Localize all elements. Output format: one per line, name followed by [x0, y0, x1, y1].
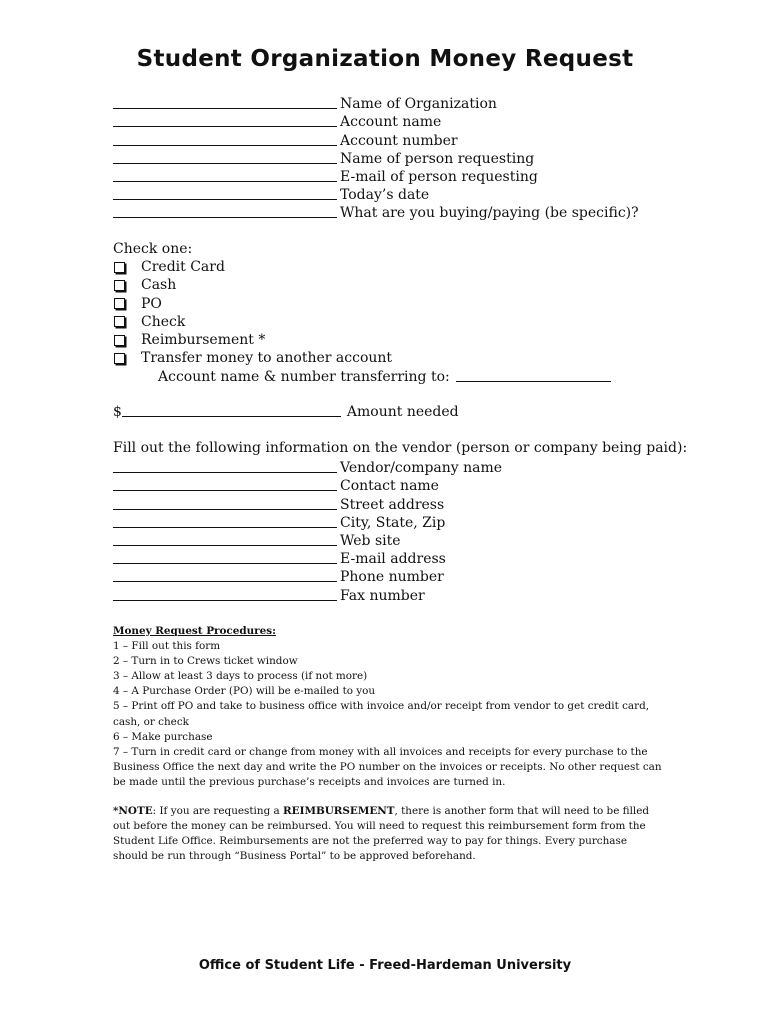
procedure-step: 7 – Turn in credit card or change from money with all invoices and receipts for every purchase to the Business Office the next day and write the PO number on the invoices or receipts. No other request can be made until the previous purchase’s receipts and invoices are turned in. [113, 745, 662, 788]
blank-line[interactable] [113, 163, 337, 164]
field-label: Account name [340, 114, 442, 131]
checkbox-icon[interactable] [114, 335, 125, 346]
field-label: Street address [340, 496, 445, 513]
procedures-section [113, 624, 663, 864]
field-row [113, 476, 502, 494]
field-label: E-mail address [340, 551, 446, 568]
option-label: Check [141, 313, 186, 330]
option-label: Transfer money to another account [141, 350, 393, 367]
vendor-intro: Fill out the following information on the vendor (person or company being paid): [113, 440, 688, 456]
payment-method-section [113, 240, 611, 386]
field-row [113, 549, 502, 567]
field-label: Name of Organization [340, 96, 497, 113]
procedure-step: 6 – Make purchase [113, 730, 213, 743]
option-check[interactable] [113, 313, 611, 331]
field-label: City, State, Zip [340, 514, 446, 531]
footer: Office of Student Life - Freed-Hardeman University [198, 958, 572, 973]
blank-line[interactable] [113, 108, 337, 109]
procedure-step: 4 – A Purchase Order (PO) will be e-mailed to you [113, 685, 376, 698]
amount-row [113, 402, 459, 420]
blank-line[interactable] [113, 181, 337, 182]
field-label: Phone number [340, 569, 444, 586]
procedure-step: 1 – Fill out this form [113, 640, 221, 653]
procedures-heading: Money Request Procedures: [113, 625, 276, 637]
field-row [113, 130, 639, 148]
blank-line[interactable] [113, 509, 337, 510]
field-row [113, 94, 639, 112]
field-row [113, 112, 639, 130]
transfer-blank-line[interactable] [456, 381, 611, 382]
field-row [113, 203, 639, 221]
note-text: : If you are requesting a [152, 805, 284, 818]
procedure-step: 2 – Turn in to Crews ticket window [113, 655, 298, 668]
checkbox-icon[interactable] [114, 298, 125, 309]
amount-label: Amount needed [346, 404, 459, 420]
field-row [113, 513, 502, 531]
field-label: What are you buying/paying (be specific)? [340, 205, 639, 222]
option-cash[interactable] [113, 276, 611, 294]
note-label: *NOTE [113, 805, 153, 818]
field-row [113, 531, 502, 549]
blank-line[interactable] [113, 126, 337, 127]
field-row [113, 167, 639, 185]
procedure-step: 5 – Print off PO and take to business office with invoice and/or receipt from vendor to get credit card, cash, or check [113, 700, 650, 728]
option-transfer[interactable] [113, 349, 611, 367]
field-label: Fax number [340, 587, 425, 604]
currency-symbol: $ [113, 404, 122, 420]
check-one-label: Check one: [113, 241, 193, 257]
blank-line[interactable] [113, 472, 337, 473]
blank-line[interactable] [113, 490, 337, 491]
option-credit-card[interactable] [113, 258, 611, 276]
field-row [113, 585, 502, 603]
checkbox-icon[interactable] [114, 280, 125, 291]
note-text: , there is another form that will need to be filled out before the money can be reimbursed. You will need to request this reimbursement form from the Student Life Office. Reimbursements are not the preferred way to pay for things. Every purchase should be run through “Business Portal” to be approved beforehand. [113, 805, 650, 863]
checkbox-icon[interactable] [114, 353, 125, 364]
transfer-label: Account name & number transferring to: [158, 368, 450, 385]
transfer-account-row [113, 367, 611, 385]
checkbox-icon[interactable] [114, 262, 125, 273]
field-label: Name of person requesting [340, 150, 535, 167]
checkbox-icon[interactable] [114, 316, 125, 327]
procedure-step: 3 – Allow at least 3 days to process (if not more) [113, 670, 368, 683]
blank-line[interactable] [113, 545, 337, 546]
field-row [113, 494, 502, 512]
blank-line[interactable] [113, 581, 337, 582]
blank-line[interactable] [113, 600, 337, 601]
field-row [113, 185, 639, 203]
blank-line[interactable] [113, 145, 337, 146]
reimbursement-note [113, 804, 663, 864]
amount-blank-line[interactable] [122, 416, 341, 417]
option-label: PO [141, 295, 162, 312]
option-po[interactable] [113, 295, 611, 313]
option-reimbursement[interactable] [113, 331, 611, 349]
field-row [113, 458, 502, 476]
field-row [113, 567, 502, 585]
option-label: Credit Card [141, 259, 225, 276]
vendor-fields [113, 458, 502, 604]
blank-line[interactable] [113, 199, 337, 200]
field-label: Web site [340, 532, 401, 549]
blank-line[interactable] [113, 563, 337, 564]
note-bold: REIMBURSEMENT [283, 805, 395, 818]
organization-fields [113, 94, 639, 221]
form-title: Student Organization Money Request [136, 46, 634, 72]
blank-line[interactable] [113, 217, 337, 218]
field-label: Account number [340, 132, 458, 149]
option-label: Cash [141, 277, 177, 294]
field-label: Today’s date [340, 187, 430, 204]
option-label: Reimbursement * [141, 332, 266, 349]
blank-line[interactable] [113, 527, 337, 528]
field-row [113, 149, 639, 167]
field-label: Contact name [340, 478, 439, 495]
field-label: E-mail of person requesting [340, 168, 538, 185]
field-label: Vendor/company name [340, 460, 503, 477]
